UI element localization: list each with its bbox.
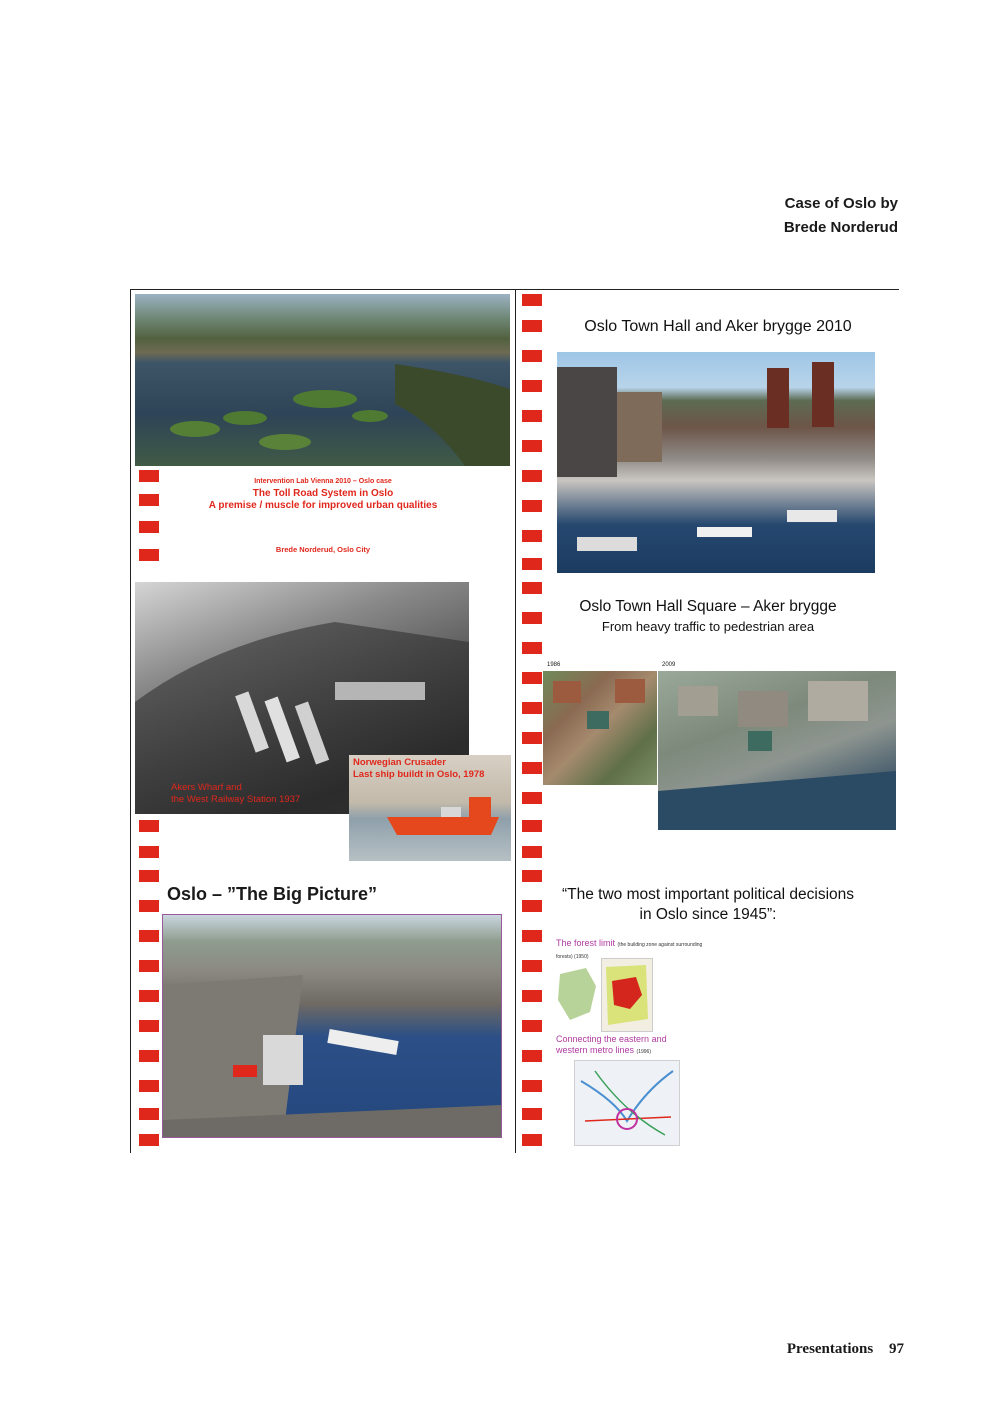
metro-map — [574, 1060, 680, 1146]
footer-section: Presentations — [786, 1341, 874, 1357]
slide1-caption-main2: A premise / muscle for improved urban qualities — [208, 500, 438, 511]
slide-stripe — [139, 1134, 159, 1146]
slide-stripe — [522, 672, 542, 684]
slide-toll-road — [131, 290, 515, 578]
slide-stripe — [139, 870, 159, 882]
slide-stripe — [522, 470, 542, 482]
slide2-title: Oslo Town Hall and Aker brygge 2010 — [584, 318, 852, 335]
slide1-author: Brede Norderud, Oslo City — [275, 545, 371, 554]
slide1-caption-main1: The Toll Road System in Oslo — [252, 488, 394, 499]
slide-stripe — [139, 900, 159, 912]
slide-big-picture — [131, 866, 515, 1154]
page-footer — [787, 1341, 904, 1358]
slide-stripe — [522, 1108, 542, 1120]
forest-limit-note: (the building zone against surrounding forests) (1950) — [556, 942, 703, 960]
slide-stripe — [522, 500, 542, 512]
year-1986-label: 1986 — [547, 662, 561, 668]
slide-stripe — [522, 820, 542, 832]
slide-stripe — [522, 582, 542, 594]
slide6-title-line1: “The two most important political decisions — [561, 886, 855, 903]
slide-stripe — [522, 380, 542, 392]
metro-year: (1996) — [636, 1049, 651, 1055]
slide-grid — [130, 289, 899, 1153]
ship-caption-1: Norwegian Crusader — [353, 757, 446, 768]
slide-stripe — [522, 762, 542, 774]
slide-stripe — [522, 1134, 542, 1146]
slide-stripe — [522, 960, 542, 972]
slide-political-decisions — [516, 866, 900, 1154]
slide-stripe — [139, 846, 159, 858]
slide-stripe — [522, 846, 542, 858]
slide-stripe — [522, 990, 542, 1002]
slide-stripe — [522, 530, 542, 542]
slide-stripe — [522, 1080, 542, 1092]
slide-stripe — [139, 1080, 159, 1092]
slide6-title-line2: in Oslo since 1945”: — [639, 906, 777, 923]
slide-stripe — [139, 930, 159, 942]
ship-caption-2: Last ship buildt in Oslo, 1978 — [353, 769, 485, 780]
slide-stripe — [139, 990, 159, 1002]
slide-stripe — [139, 1108, 159, 1120]
forest-limit-label: The forest limit — [556, 938, 616, 948]
aerial-2009-photo — [658, 671, 896, 830]
author-line-2: Brede Norderud — [783, 219, 898, 236]
slide-stripe — [522, 294, 542, 306]
forest-limit-map-small — [556, 964, 598, 1022]
author-line-1: Case of Oslo by — [784, 195, 898, 212]
slide5-title: Oslo – ”The Big Picture” — [167, 884, 378, 904]
aerial-fjord-photo — [135, 294, 510, 466]
slide-stripe — [522, 1050, 542, 1062]
wharf-caption-1: Akers Wharf and — [171, 782, 242, 793]
slide-stripe — [139, 521, 159, 533]
slide-stripe — [522, 410, 542, 422]
slide-stripe — [139, 820, 159, 832]
metro-label-line1: Connecting the eastern and — [556, 1034, 667, 1044]
slide-stripe — [522, 642, 542, 654]
ship-photo — [349, 755, 511, 861]
slide-town-hall-square — [516, 578, 900, 866]
author-credit — [784, 192, 898, 240]
slide-stripe — [139, 1020, 159, 1032]
slide-stripe — [522, 558, 542, 570]
year-2009-label: 2009 — [662, 662, 676, 668]
town-hall-harbour-photo — [557, 352, 875, 573]
slide-stripe — [139, 960, 159, 972]
aerial-1986-photo — [543, 671, 657, 785]
slide-stripe — [522, 440, 542, 452]
slide4-subtitle: From heavy traffic to pedestrian area — [601, 619, 815, 634]
slide-stripe — [522, 732, 542, 744]
slide4-title: Oslo Town Hall Square – Aker brygge — [579, 598, 837, 615]
page-number: 97 — [889, 1341, 904, 1357]
metro-label-line2: western metro lines — [556, 1045, 635, 1055]
slide-stripe — [139, 1050, 159, 1062]
wharf-caption-2: the West Railway Station 1937 — [171, 794, 301, 805]
aerial-harbour-photo — [162, 914, 502, 1138]
slide-stripe — [522, 1020, 542, 1032]
slide-akers-wharf — [131, 578, 515, 866]
slide1-caption-top: Intervention Lab Vienna 2010 – Oslo case — [254, 478, 392, 485]
slide-stripe — [522, 792, 542, 804]
slide-town-hall-2010 — [516, 290, 900, 578]
slide-stripe — [522, 870, 542, 882]
slide-stripe — [522, 930, 542, 942]
forest-limit-map-large — [601, 958, 653, 1032]
slide-stripe — [522, 350, 542, 362]
slide-stripe — [522, 702, 542, 714]
